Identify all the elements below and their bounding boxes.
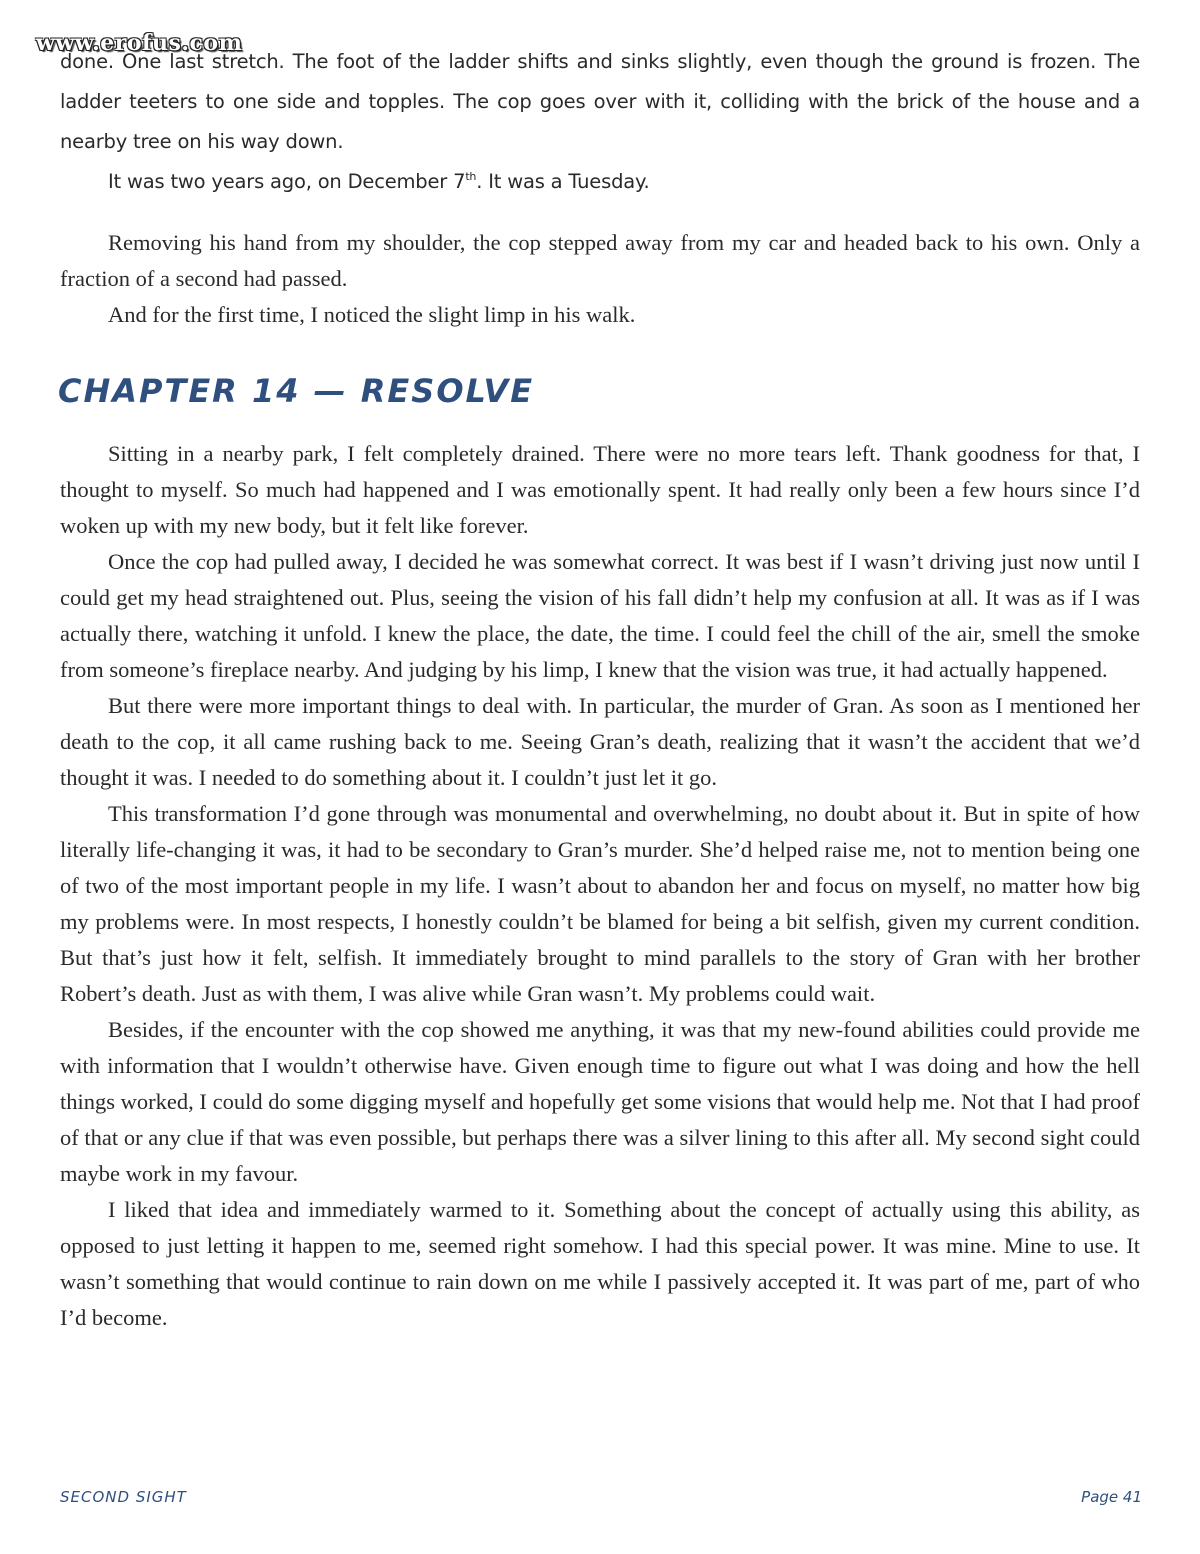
footer-book-title: SECOND SIGHT [60, 1488, 187, 1506]
vision-date-tail: . It was a Tuesday. [476, 170, 650, 193]
vision-date-text: It was two years ago, on December 7 [108, 170, 466, 193]
body-paragraph: This transformation I’d gone through was monumental and overwhelming, no doubt about it. But in spite of how literally life-changing it was, it had to be secondary to Gran’s murder. She’d helped raise me, not to mention being one of two of the most important people in my life. I wasn’t about to abandon her and focus on myself, no matter how big my problems were. In most respects, I honestly couldn’t be blamed for being a bit selfish, given my current condition. But that’s just how it felt, selfish. It immediately brought to mind parallels to the story of Gran with her brother Robert’s death. Just as with them, I was alive while Gran wasn’t. My problems could wait. [60, 801, 1140, 1006]
body-paragraph: But there were more important things to deal with. In particular, the murder of Gran. As soon as I mentioned her death to the cop, it all came rushing back to me. Seeing Gran’s death, realizing that it wasn’t the accident that we’d thought it was. I needed to do something about it. I couldn’t just let it go. [60, 693, 1140, 790]
body-paragraph: Once the cop had pulled away, I decided he was somewhat correct. It was best if I wasn’t driving just now until I could get my head straightened out. Plus, seeing the vision of his fall didn’t help my confusion at all. It was as if I was actually there, watching it unfold. I knew the place, the date, the time. I could feel the chill of the air, smell the smoke from someone’s fireplace nearby. And judging by his limp, I knew that the vision was true, it had actually happened. [60, 549, 1140, 682]
chapter-body [60, 436, 1140, 1336]
ordinal-suffix: th [465, 170, 477, 183]
vision-paragraph: done. One last stretch. The foot of the ladder shifts and sinks slightly, even though the ground is frozen. The ladder teeters to one side and topples. The cop goes over with it, colliding with the brick of the house and a nearby tree on his way down. [60, 50, 1140, 153]
body-paragraph: And for the first time, I noticed the slight limp in his walk. [108, 302, 636, 327]
vision-passage [60, 42, 1140, 202]
vision-date-paragraph [60, 162, 1140, 202]
body-paragraph: Removing his hand from my shoulder, the cop stepped away from my car and headed back to his own. Only a fraction of a second had passed. [60, 230, 1140, 291]
chapter-heading: CHAPTER 14 — RESOLVE [58, 372, 535, 410]
body-paragraph: I liked that idea and immediately warmed to it. Something about the concept of actually using this ability, as opposed to just letting it happen to me, seemed right somehow. I had this special power. It was mine. Mine to use. It wasn’t something that would continue to rain down on me while I passively accepted it. It was part of me, part of who I’d become. [60, 1197, 1140, 1330]
body-paragraph: Besides, if the encounter with the cop showed me anything, it was that my new-found abilities could provide me with information that I wouldn’t otherwise have. Given enough time to figure out what I was doing and how the hell things worked, I could do some digging myself and hopefully get some visions that would help me. Not that I had proof of that or any clue if that was even possible, but perhaps there was a silver lining to this after all. My second sight could maybe work in my favour. [60, 1017, 1140, 1186]
intro-passage [60, 225, 1140, 333]
watermark: www.erofus.com [36, 30, 243, 56]
footer-page-number: Page 41 [1081, 1488, 1142, 1506]
body-paragraph: Sitting in a nearby park, I felt completely drained. There were no more tears left. Thank goodness for that, I thought to myself. So much had happened and I was emotionally spent. It had really only been a few hours since I’d woken up with my new body, but it felt like forever. [60, 441, 1140, 538]
